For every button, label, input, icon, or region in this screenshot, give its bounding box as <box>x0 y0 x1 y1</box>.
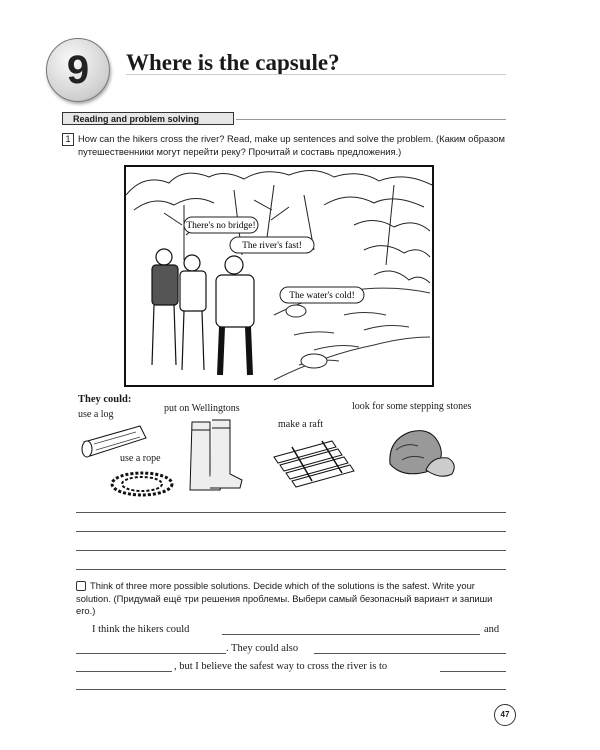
section-divider <box>236 119 506 120</box>
hikers-river-illustration <box>124 165 434 387</box>
fill-blank-4[interactable] <box>76 671 172 672</box>
option-stones-label: look for some stepping stones <box>352 401 472 412</box>
answer-line-3[interactable] <box>76 550 506 551</box>
speech-bubble-3 <box>280 287 364 303</box>
fill-line3-mid: , but I believe the safest way to cross the river is to <box>174 661 388 672</box>
fill-line1-start: I think the hikers could <box>92 624 190 635</box>
option-rope-label: use a rope <box>120 453 161 464</box>
fill-line2-mid: . They could also <box>226 643 299 654</box>
stepping-stones-icon <box>382 420 460 482</box>
fill-blank-3[interactable] <box>314 653 506 654</box>
bubble-3-text: The water's cold! <box>289 291 355 301</box>
option-wellingtons-label: put on Wellingtons <box>164 403 240 414</box>
task2-instruction: Think of three more possible solutions. Decide which of the solutions is the safest. Write your solution. (Придумай ещё три решения проблемы. Выбери самый безопасный вариант и запиши его.) <box>76 580 493 616</box>
fill-line1-end: and <box>484 624 500 635</box>
bubble-1-text: There's no bridge! <box>186 221 256 231</box>
fill-blank-6[interactable] <box>76 689 506 690</box>
section-label: Reading and problem solving <box>62 112 234 125</box>
speech-bubble-1 <box>184 217 258 233</box>
unit-number-badge: 9 <box>46 38 110 102</box>
raft-icon <box>272 437 364 489</box>
answer-line-2[interactable] <box>76 531 506 532</box>
log-icon <box>80 420 150 460</box>
fill-blank-5[interactable] <box>440 671 506 672</box>
speech-bubble-2 <box>230 237 314 253</box>
fill-blank-2[interactable] <box>76 653 226 654</box>
unit-title: Where is the capsule? <box>126 50 340 75</box>
answer-line-1[interactable] <box>76 512 506 513</box>
answer-line-4[interactable] <box>76 569 506 570</box>
rope-icon <box>106 468 178 500</box>
title-divider <box>126 74 506 75</box>
bubble-2-text: The river's fast! <box>242 241 302 251</box>
fill-blank-1[interactable] <box>222 634 480 635</box>
page-number: 47 <box>494 704 516 726</box>
option-log-label: use a log <box>78 409 114 420</box>
task-number: 1 <box>62 133 74 146</box>
task-instruction: How can the hikers cross the river? Read, make up sentences and solve the problem. (Каким образом путешественники могут перейти реку? Прочитай и составь предложения.) <box>78 133 505 157</box>
option-raft-label: make a raft <box>278 419 323 430</box>
options-heading: They could: <box>78 394 132 405</box>
wellington-boots-icon <box>186 418 246 494</box>
